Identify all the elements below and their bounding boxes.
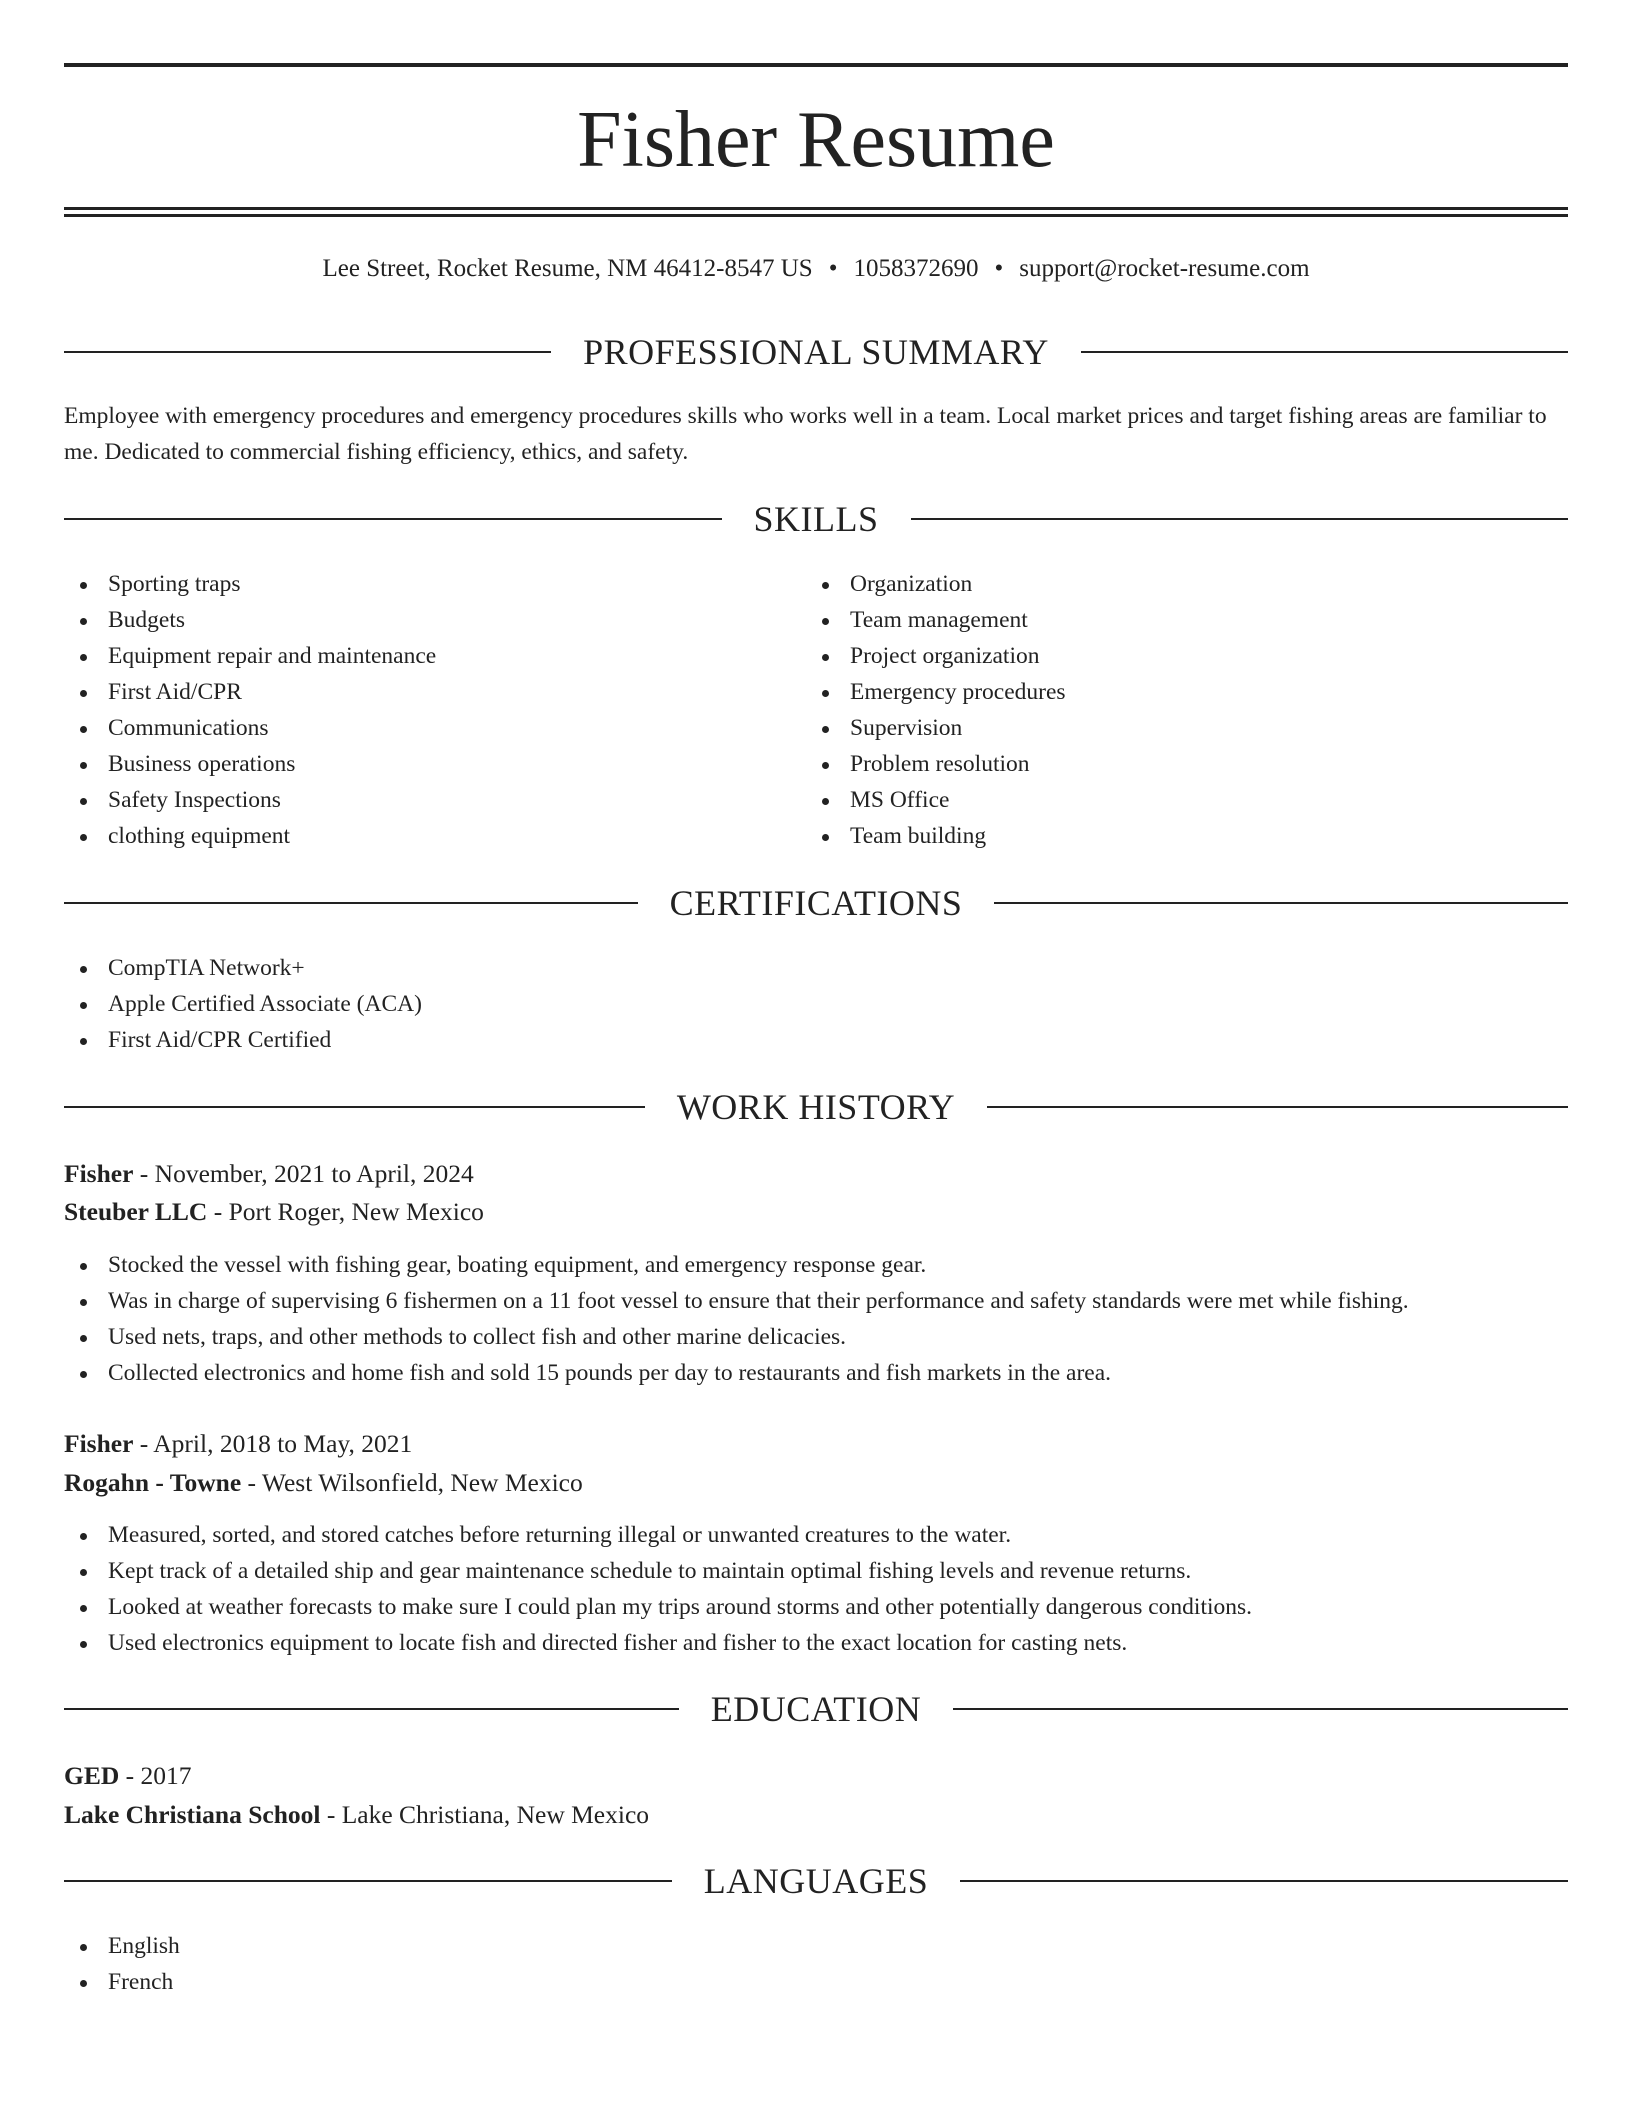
job-title: Fisher [64,1159,134,1188]
skill-item: Project organization [806,638,1566,674]
job-title-line [64,1424,1568,1463]
section-heading-text: CERTIFICATIONS [669,883,963,923]
job-location: - Port Roger, New Mexico [207,1197,484,1226]
skill-item: Communications [64,710,804,746]
job-title-line [64,1154,1568,1193]
job-bullets [64,1247,1568,1391]
languages-list [64,1928,1568,2000]
skill-item: MS Office [806,782,1566,818]
job-bullet: Measured, sorted, and stored catches before returning illegal or unwanted creatures to the water. [64,1517,1568,1553]
section-heading-text: SKILLS [753,499,879,539]
section-heading-text: LANGUAGES [703,1861,929,1901]
title-double-rule [64,207,1568,217]
skill-item: Team building [806,818,1566,854]
job-location: - West Wilsonfield, New Mexico [241,1468,583,1497]
education-school-line [64,1795,1568,1834]
job-dates: - April, 2018 to May, 2021 [133,1429,413,1458]
resume-title: Fisher Resume [577,96,1055,184]
contact-separator: • [828,255,838,282]
skill-item: Equipment repair and maintenance [64,638,804,674]
section-heading-work-history [64,1085,1568,1129]
section-heading-text: EDUCATION [710,1689,922,1729]
top-rule [64,63,1568,67]
job-company-line [64,1463,1568,1502]
job-bullets [64,1517,1568,1661]
job-bullet: Was in charge of supervising 6 fishermen on a 11 foot vessel to ensure that their performance and safety standards were met while fishing. [64,1283,1568,1319]
job-bullet: Looked at weather forecasts to make sure I could plan my trips around storms and other potentially dangerous conditions. [64,1589,1568,1625]
contact-address: Lee Street, Rocket Resume, NM 46412-8547 US [322,255,813,282]
certifications-list [64,950,1568,1058]
certification-item: First Aid/CPR Certified [64,1022,1568,1058]
skill-item: Problem resolution [806,746,1566,782]
section-heading-skills [64,497,1568,541]
job-bullet: Used electronics equipment to locate fish and directed fisher and fisher to the exact location for casting nets. [64,1625,1568,1661]
skill-item: Supervision [806,710,1566,746]
section-heading-text: WORK HISTORY [676,1087,956,1127]
section-heading-languages [64,1859,1568,1903]
skill-item: Team management [806,602,1566,638]
job-title: Fisher [64,1429,134,1458]
job-bullet: Stocked the vessel with fishing gear, boating equipment, and emergency response gear. [64,1247,1568,1283]
certification-item: Apple Certified Associate (ACA) [64,986,1568,1022]
skill-item: Business operations [64,746,804,782]
skills-list-left [64,566,804,854]
language-item: English [64,1928,1568,1964]
section-heading-education [64,1687,1568,1731]
skill-item: Sporting traps [64,566,804,602]
contact-phone: 1058372690 [853,255,979,282]
summary-text: Employee with emergency procedures and emergency procedures skills who works well in a team. Local market prices and target fishing areas are familiar to me. Dedicated to commercial fishing efficiency, ethics, and safety. [64,403,1547,465]
job-bullet: Used nets, traps, and other methods to collect fish and other marine delicacies. [64,1319,1568,1355]
education-school: Lake Christiana School [64,1800,321,1829]
skill-item: Safety Inspections [64,782,804,818]
job-company: Rogahn - Towne [64,1468,242,1497]
skills-list-right [806,566,1566,854]
education-year: - 2017 [119,1761,192,1790]
skill-item: Emergency procedures [806,674,1566,710]
certification-item: CompTIA Network+ [64,950,1568,986]
section-heading-certifications [64,881,1568,925]
skill-item: clothing equipment [64,818,804,854]
job-company-line [64,1192,1568,1231]
skill-item: First Aid/CPR [64,674,804,710]
education-degree-line [64,1756,1568,1795]
skill-item: Organization [806,566,1566,602]
job-company: Steuber LLC [64,1197,208,1226]
skill-item: Budgets [64,602,804,638]
job-dates: - November, 2021 to April, 2024 [133,1159,474,1188]
language-item: French [64,1964,1568,2000]
education-location: - Lake Christiana, New Mexico [320,1800,650,1829]
job-bullet: Kept track of a detailed ship and gear maintenance schedule to maintain optimal fishing levels and revenue returns. [64,1553,1568,1589]
contact-email: support@rocket-resume.com [1019,255,1310,282]
job-bullet: Collected electronics and home fish and sold 15 pounds per day to restaurants and fish markets in the area. [64,1355,1568,1391]
education-degree: GED [64,1761,120,1790]
section-heading-text: PROFESSIONAL SUMMARY [583,332,1049,372]
section-heading-summary [64,330,1568,374]
contact-line [64,252,1568,286]
contact-separator: • [994,255,1004,282]
